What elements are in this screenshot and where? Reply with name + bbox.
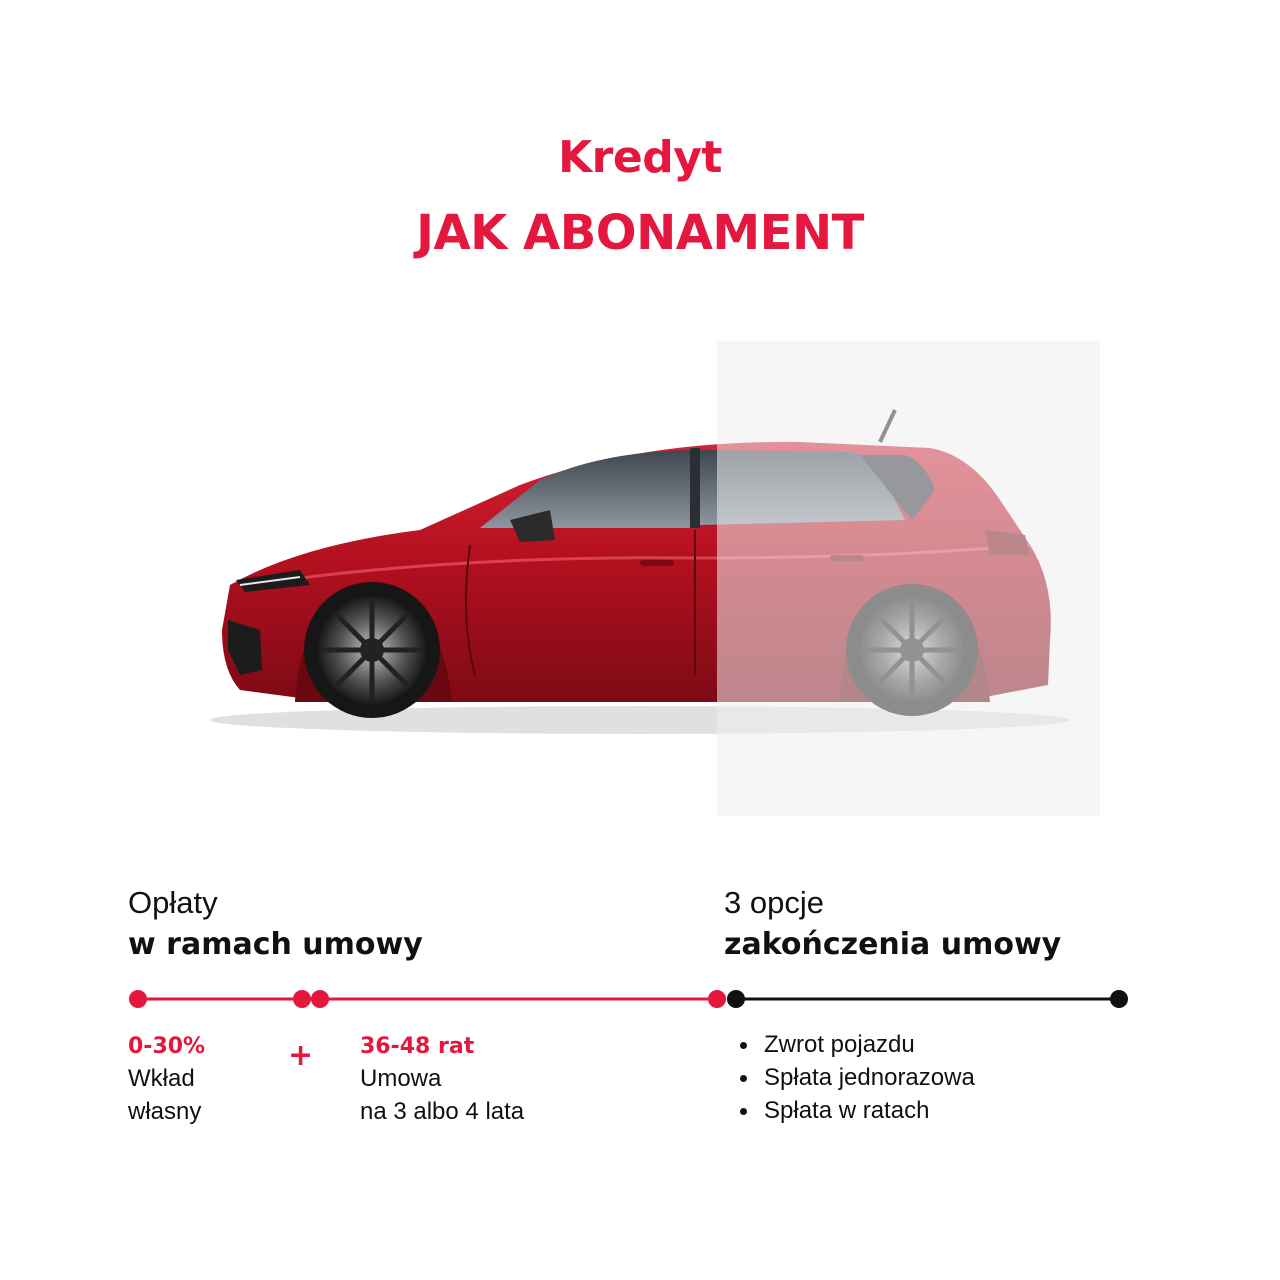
- car-image: [0, 330, 1280, 830]
- left-header-line-1: Opłaty: [128, 885, 218, 920]
- timeline-dot: [708, 990, 726, 1008]
- end-option-label: Zwrot pojazdu: [764, 1031, 915, 1058]
- red-hatchback-car-illustration: [0, 330, 1280, 830]
- end-option-item: [738, 1028, 975, 1061]
- down-payment-value: 0-30%: [128, 1034, 206, 1059]
- timeline-dot: [129, 990, 147, 1008]
- title-line-1: Kredyt: [558, 132, 722, 183]
- plus-sign: +: [288, 1038, 314, 1073]
- timeline-dot: [293, 990, 311, 1008]
- installments-label-1: Umowa: [360, 1065, 442, 1092]
- timeline-dot: [1110, 990, 1128, 1008]
- timeline: [0, 975, 1280, 1025]
- end-option-item: [738, 1061, 975, 1094]
- end-options-list: [738, 1028, 975, 1127]
- timeline-dot: [727, 990, 745, 1008]
- down-payment-label-1: Wkład: [128, 1065, 195, 1092]
- installments-value: 36-48 rat: [360, 1034, 475, 1059]
- end-option-item: [738, 1094, 975, 1127]
- end-option-label: Spłata w ratach: [764, 1097, 930, 1124]
- down-payment-label-2: własny: [128, 1098, 202, 1125]
- bullet-icon: [740, 1075, 747, 1082]
- bullet-icon: [740, 1042, 747, 1049]
- right-header-line-1: 3 opcje: [724, 885, 824, 920]
- title-line-2: JAK ABONAMENT: [416, 205, 864, 261]
- installments-label-2: na 3 albo 4 lata: [360, 1098, 525, 1125]
- bullet-icon: [740, 1108, 747, 1115]
- end-option-label: Spłata jednorazowa: [764, 1064, 975, 1091]
- left-header-line-2: w ramach umowy: [128, 927, 423, 962]
- timeline-dot: [311, 990, 329, 1008]
- right-header-line-2: zakończenia umowy: [724, 927, 1062, 962]
